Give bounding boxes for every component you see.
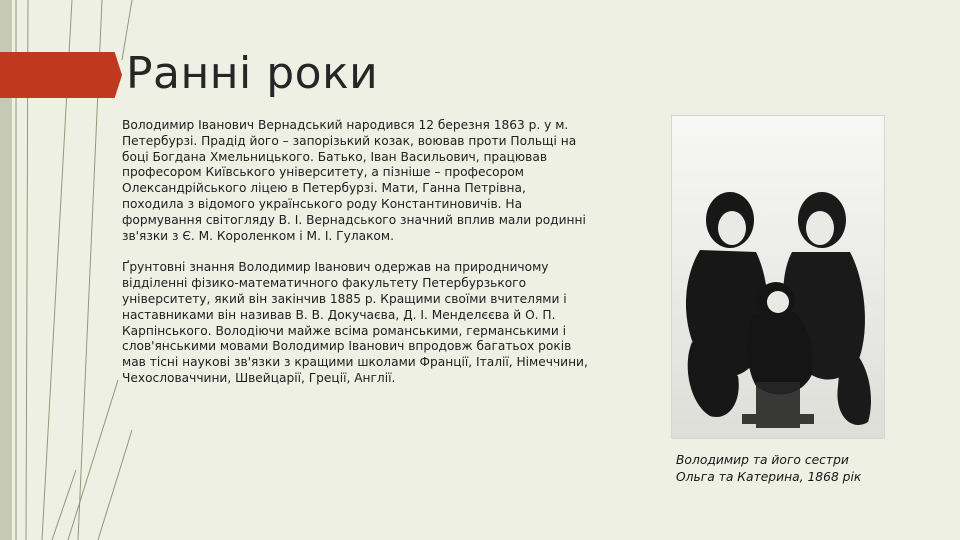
title-accent-arrow [0, 52, 122, 98]
paragraph-education: Ґрунтовні знання Володимир Іванович одержав на природничому відділенні фізико-математичного факультету Петербурзького університету, який він закінчив 1885 р. Кращими своїми вчителями і наставниками він називав В. В. Докучаєва, Д. І. Менделєєва й О. П. Карпінського. Володіючи майже всіма романськими, германськими і слов'янськими мовами Володимир Іванович впродовж багатьох років мав тісні наукові зв'язки з кращими школами Франції, Італії, Німеччини, Чехословаччини, Швейцарії, Греції, Англії. [122, 260, 588, 385]
biography-text [122, 118, 590, 403]
historical-family-photo [672, 116, 884, 438]
photo-caption-line-1: Володимир та його сестри [676, 453, 849, 467]
photo-caption [676, 452, 916, 486]
photo-caption-line-2: Ольга та Катерина, 1868 рік [676, 470, 862, 484]
slide-title: Ранні роки [126, 48, 379, 99]
paragraph-early-life: Володимир Іванович Вернадський народився 12 березня 1863 р. у м. Петербурзі. Прадід його – запорізький козак, воював проти Польщі на боці Богдана Хмельницького. Батько, Іван Васильович, працював професором Київського університету, а пізніше – професором Олександрійського ліцею в Петербурзі. Мати, Ганна Петрівна, походила з відомого українського роду Константиновичів. На формування світогляду В. І. Вернадського значний вплив мали родинні зв'язки з Є. М. Короленком і М. І. Гулаком. [122, 118, 586, 243]
family-photo-illustration [672, 116, 884, 438]
